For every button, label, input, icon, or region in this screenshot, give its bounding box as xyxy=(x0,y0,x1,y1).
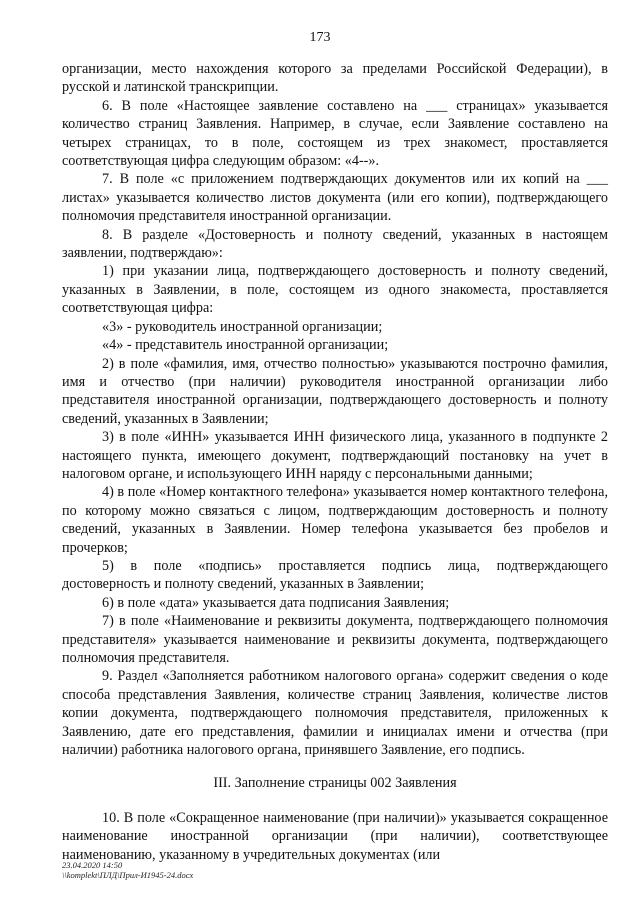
paragraph: 1) при указании лица, подтверждающего достоверность и полноту сведений, указанных в Заявлении, в поле, состоящем из одного знакоместа, проставляется соответствующая цифра: xyxy=(62,263,608,317)
paragraph: 6) в поле «дата» указывается дата подписания Заявления; xyxy=(102,594,450,611)
paragraph: 4) в поле «Номер контактного телефона» указывается номер контактного телефона, по которому можно связаться с лицом, подтверждающим достоверность и полноту сведений, указанных в Заявлении. Номер телефона указывается без пробелов и прочерков; xyxy=(62,484,608,556)
paragraph: 7) в поле «Наименование и реквизиты документа, подтверждающего полномочия представителя» указывается наименование и реквизиты документа, подтверждающего полномочия представителя. xyxy=(62,613,608,666)
paragraph: 10. В поле «Сокращенное наименование (при наличии)» указывается сокращенное наименование иностранной организации (при наличии), соответствующее наименованию, указанному в учредительных документах (или xyxy=(62,809,608,863)
paragraph: 5) в поле «подпись» проставляется подпись лица, подтверждающего достоверность и полноту сведений, указанных в Заявлении; xyxy=(62,557,608,593)
document-footer xyxy=(62,860,193,880)
paragraph: 9. Раздел «Заполняется работником налогового органа» содержит сведения о коде способа представления Заявления, количестве страниц Заявления, количестве листов копии документа, подтверждающего полномочия представителя, приложенных к Заявлению, дате его представления, фамилии и инициалах имени и отчества (при наличии) работника налогового органа, принявшего Заявление, его подпись. xyxy=(62,668,608,759)
paragraph: «4» - представитель иностранной организации; xyxy=(102,337,389,354)
paragraph: 7. В поле «с приложением подтверждающих документов или их копий на ___ листах» указывается количество листов документа (или его копии), подтверждающего полномочия представителя иностранной организации. xyxy=(62,171,608,225)
paragraph: организации, место нахождения которого за пределами Российской Федерации), в русской и латинской транскрипции. xyxy=(62,61,608,96)
paragraph: «3» - руководитель иностранной организации; xyxy=(102,318,383,335)
section-heading: III. Заполнение страницы 002 Заявления xyxy=(213,775,457,792)
footer-timestamp: 23.04.2020 14:50 xyxy=(62,860,123,870)
paragraph: 6. В поле «Настоящее заявление составлено на ___ страницах» указывается количество страниц Заявления. Например, в случае, если Заявление составлено на четырех страницах, то в поле, состоящем из трех знакомест, проставляется соответствующая цифра следующим образом: «4--». xyxy=(62,97,608,170)
paragraph: 2) в поле «фамилия, имя, отчество полностью» указываются построчно фамилия, имя и отчество (при наличии) руководителя иностранной организации либо представителя иностранной организации, подтверждающего достоверность и полноту сведений, указанных в Заявлении; xyxy=(62,355,608,427)
paragraph: 3) в поле «ИНН» указывается ИНН физического лица, указанного в подпункте 2 настоящего пункта, имеющего документ, подтверждающий постановку на учет в налоговом органе, и использующего ИНН наряду с персональными данными; xyxy=(62,429,608,482)
document-body xyxy=(62,60,608,864)
paragraph: 8. В разделе «Достоверность и полноту сведений, указанных в настоящем заявлении, подтверждаю»: xyxy=(62,226,608,262)
footer-file-path: \\komplekt\ПЛД\Прил-И1945-24.docx xyxy=(62,870,194,880)
page-number: 173 xyxy=(309,30,331,45)
